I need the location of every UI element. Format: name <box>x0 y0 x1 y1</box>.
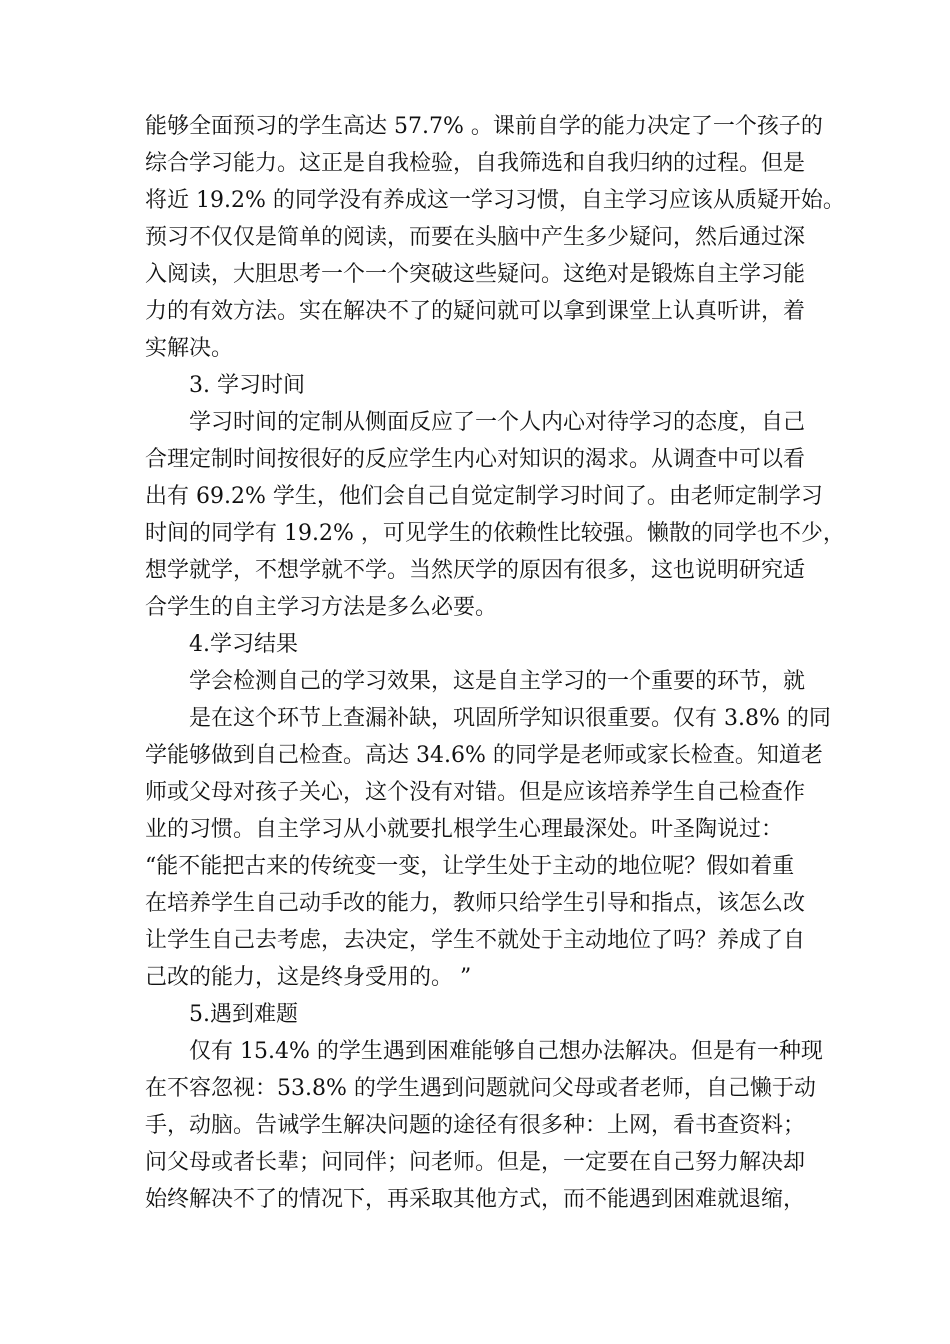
text-line: “能不能把古来的传统变一变，让学生处于主动的地位呢？假如着重 <box>145 854 795 879</box>
text-line: 将近 19.2% 的同学没有养成这一学习习惯，自主学习应该从质疑开始。 <box>145 188 845 213</box>
text-line: 4.学习结果 <box>189 632 298 657</box>
text-line: 合理定制时间按很好的反应学生内心对知识的渴求。从调查中可以看 <box>145 447 806 472</box>
text-line: 是在这个环节上查漏补缺，巩固所学知识很重要。仅有 3.8% 的同 <box>189 706 831 731</box>
text-line: 学会检测自己的学习效果，这是自主学习的一个重要的环节，就 <box>189 669 806 694</box>
text-line: 学习时间的定制从侧面反应了一个人内心对待学习的态度，自己 <box>189 410 806 435</box>
text-line: 综合学习能力。这正是自我检验，自我筛选和自我归纳的过程。但是 <box>145 151 806 176</box>
text-line: 想学就学，不想学就不学。当然厌学的原因有很多，这也说明研究适 <box>145 558 806 583</box>
text-line: 问父母或者长辈；问同伴；问老师。但是，一定要在自己努力解决却 <box>145 1150 806 1175</box>
text-line: 3. 学习时间 <box>189 373 305 398</box>
text-line: 让学生自己去考虑，去决定，学生不就处于主动地位了吗？养成了自 <box>145 928 806 953</box>
text-line: 入阅读，大胆思考一个一个突破这些疑问。这绝对是锻炼自主学习能 <box>145 262 806 287</box>
text-line: 仅有 15.4% 的学生遇到困难能够自己想办法解决。但是有一种现 <box>189 1039 823 1064</box>
text-line: 在不容忽视：53.8% 的学生遇到问题就问父母或者老师，自己懒于动 <box>145 1076 816 1101</box>
text-line: 手，动脑。告诫学生解决问题的途径有很多种：上网，看书查资料； <box>145 1113 806 1138</box>
text-line: 5.遇到难题 <box>189 1002 298 1027</box>
text-line: 实解决。 <box>145 336 234 361</box>
text-line: 预习不仅仅是简单的阅读，而要在头脑中产生多少疑问，然后通过深 <box>145 225 806 250</box>
text-line: 力的有效方法。实在解决不了的疑问就可以拿到课堂上认真听讲，着 <box>145 299 806 324</box>
body-text <box>145 108 845 1218</box>
text-line: 能够全面预习的学生高达 57.7% 。课前自学的能力决定了一个孩子的 <box>145 114 823 139</box>
text-line: 始终解决不了的情况下，再采取其他方式，而不能遇到困难就退缩， <box>145 1187 806 1212</box>
text-line: 出有 69.2% 学生，他们会自己自觉定制学习时间了。由老师定制学习 <box>145 484 823 509</box>
text-line: 师或父母对孩子关心，这个没有对错。但是应该培养学生自己检查作 <box>145 780 806 805</box>
text-line: 学能够做到自己检查。高达 34.6% 的同学是老师或家长检查。知道老 <box>145 743 823 768</box>
text-line: 在培养学生自己动手改的能力，教师只给学生引导和指点，该怎么改 <box>145 891 806 916</box>
text-line: 己改的能力，这是终身受用的。 ” <box>145 965 472 990</box>
text-line: 业的习惯。自主学习从小就要扎根学生心理最深处。叶圣陶说过： <box>145 817 784 842</box>
text-line: 合学生的自主学习方法是多么必要。 <box>145 595 498 620</box>
text-line: 时间的同学有 19.2% ，可见学生的依赖性比较强。懒散的同学也不少， <box>145 521 845 546</box>
